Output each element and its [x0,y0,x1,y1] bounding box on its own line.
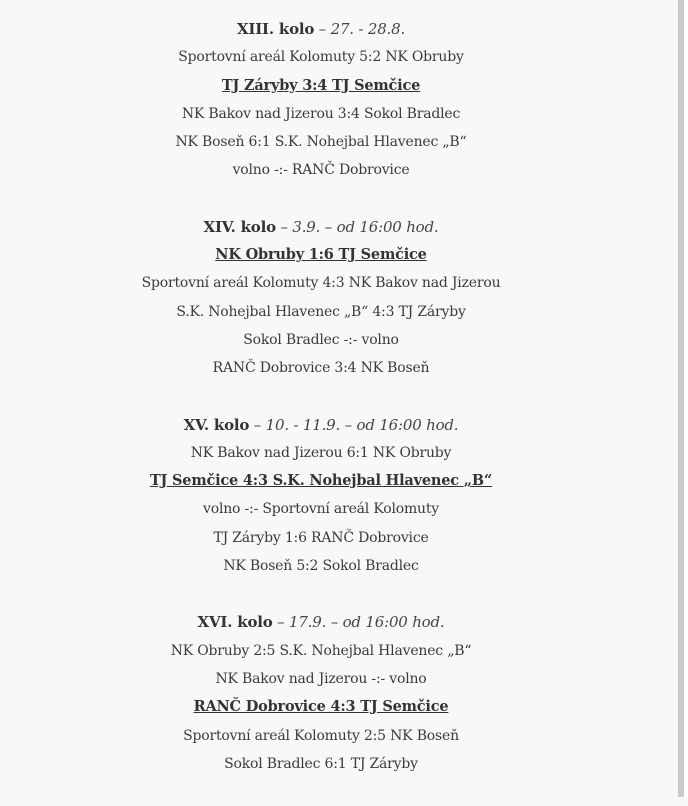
round-separator: – [314,20,331,38]
match-line-highlighted: RANČ Dobrovice 4:3 TJ Semčice [193,698,449,716]
match-line: NK Obruby 2:5 S.K. Nohejbal Hlavenec „B“ [170,642,472,659]
round-date: 10. - 11.9. – od 16:00 hod. [265,415,459,434]
match-line: volno -:- Sportovní areál Kolomuty [203,501,439,518]
match-line: RANČ Dobrovice 3:4 NK Boseň [212,360,430,377]
match-line: Sokol Bradlec -:- volno [243,331,399,348]
round-separator: – [272,613,289,632]
round-15 [0,411,642,581]
round-date: 17.9. – od 16:00 hod. [289,613,445,632]
round-date: 27. - 28.8. [330,20,406,38]
match-line-highlighted: TJ Záryby 3:4 TJ Semčice [221,76,421,94]
round-title: XIV. kolo [203,217,276,236]
match-line: volno -:- RANČ Dobrovice [232,162,410,179]
round-heading [0,15,642,43]
match-line: Sportovní areál Kolomuty 5:2 NK Obruby [178,49,464,66]
match-line: NK Boseň 5:2 Sokol Bradlec [223,558,419,575]
round-heading [0,608,642,636]
match-line: Sportovní areál Kolomuty 2:5 NK Boseň [183,727,459,744]
match-line: TJ Záryby 1:6 RANČ Dobrovice [213,529,429,546]
round-separator: – [249,415,266,434]
match-line: S.K. Nohejbal Hlavenec „B“ 4:3 TJ Záryby [176,303,466,320]
round-title: XIII. kolo [236,20,315,38]
match-line: NK Bakov nad Jizerou 3:4 Sokol Bradlec [181,105,461,122]
match-line: Sportovní areál Kolomuty 4:3 NK Bakov nad Jizerou [141,275,501,292]
match-line-highlighted: NK Obruby 1:6 TJ Semčice [215,246,427,264]
round-title: XV. kolo [183,415,250,434]
round-heading [0,213,642,241]
match-line: NK Boseň 6:1 S.K. Nohejbal Hlavenec „B“ [175,134,467,151]
round-14 [0,213,642,383]
round-13 [0,15,642,185]
match-line-highlighted: TJ Semčice 4:3 S.K. Nohejbal Hlavenec „B“ [149,472,493,490]
match-line: NK Bakov nad Jizerou -:- volno [215,670,427,687]
page-right-border [678,0,688,797]
schedule-content [0,15,642,806]
round-16 [0,608,642,778]
round-title: XVI. kolo [197,613,273,632]
round-date: 3.9. – od 16:00 hod. [292,217,439,236]
round-separator: – [275,217,293,236]
round-heading [0,411,642,439]
match-line: NK Bakov nad Jizerou 6:1 NK Obruby [190,444,452,461]
match-line: Sokol Bradlec 6:1 TJ Záryby [224,755,418,772]
